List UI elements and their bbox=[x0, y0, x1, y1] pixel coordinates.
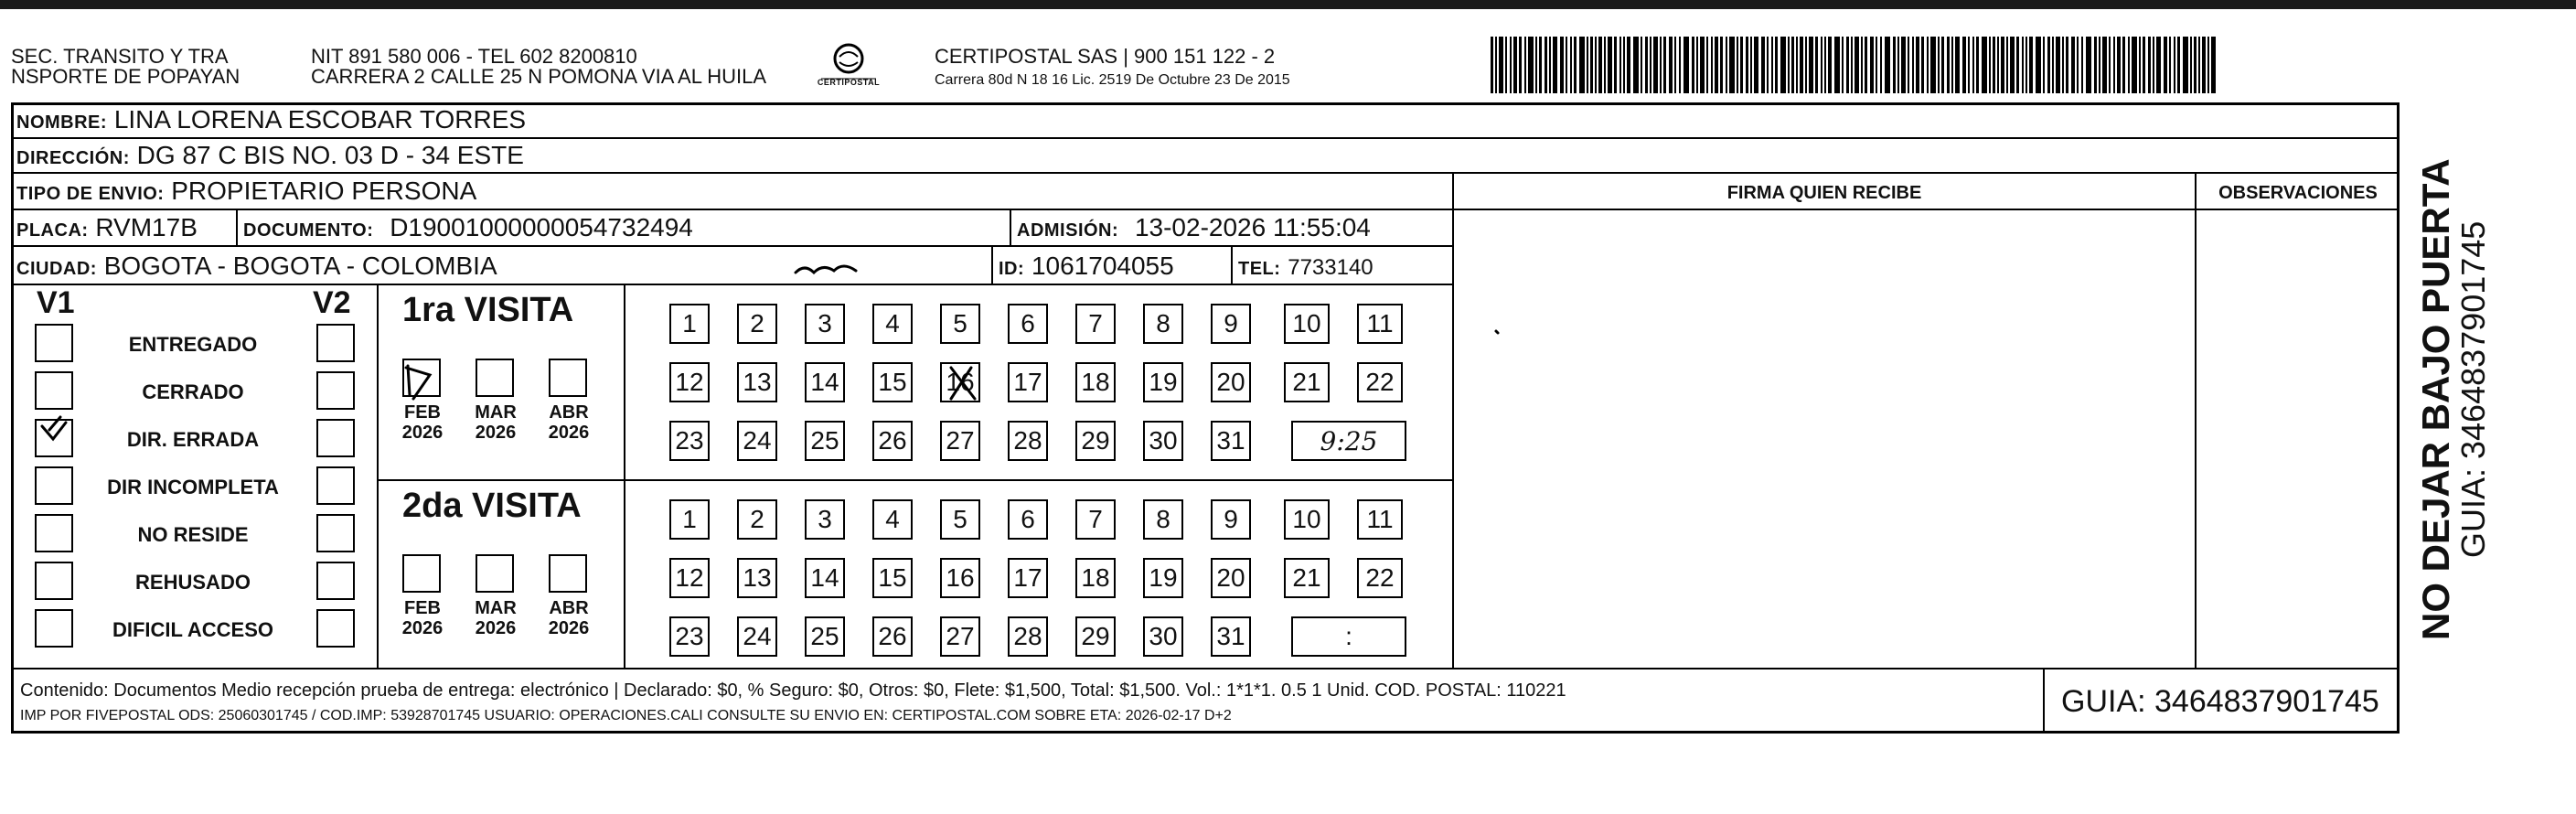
sender-line-2: NSPORTE DE POPAYAN bbox=[11, 65, 240, 88]
first-visit-day[interactable]: 16 bbox=[940, 362, 980, 402]
footer-contents: Contenido: Documentos Medio recepción prueba de entrega: electrónico | Declarado: $0, % Seguro: $0, Otros: $0, Flete: $1,500, Total: $1,500. Vol.: 1*1*1. 0.5 1 Unid. COD. POSTAL: 110221 bbox=[20, 680, 1566, 701]
first-visit-day[interactable]: 12 bbox=[669, 362, 710, 402]
tipo-envio-value: PROPIETARIO PERSONA bbox=[171, 177, 477, 205]
placa-label: PLACA: bbox=[16, 220, 89, 241]
tel-value: 7733140 bbox=[1288, 255, 1374, 280]
second-visit-day[interactable]: 3 bbox=[805, 499, 845, 540]
second-visit-day[interactable]: 7 bbox=[1075, 499, 1116, 540]
documento-label: DOCUMENTO: bbox=[243, 220, 374, 241]
status-label: NO RESIDE bbox=[137, 523, 249, 546]
month-name: MAR bbox=[475, 402, 517, 423]
status-label: REHUSADO bbox=[135, 571, 251, 594]
month-name: ABR bbox=[549, 598, 589, 618]
dot-mark bbox=[1496, 331, 1498, 333]
first-visit-day[interactable]: 25 bbox=[805, 421, 845, 461]
ciudad-label: CIUDAD: bbox=[16, 259, 97, 279]
first-visit-day[interactable]: 8 bbox=[1143, 304, 1183, 344]
month-name: FEB bbox=[404, 402, 441, 423]
second-visit-day[interactable]: 10 bbox=[1284, 499, 1330, 540]
status-label: DIR INCOMPLETA bbox=[107, 476, 279, 498]
second-visit-day[interactable]: 24 bbox=[737, 616, 777, 657]
month-year: 2026 bbox=[401, 618, 444, 638]
second-visit-day[interactable]: 27 bbox=[940, 616, 980, 657]
first-visit-day[interactable]: 18 bbox=[1075, 362, 1116, 402]
sender-line-1: SEC. TRANSITO Y TRA bbox=[11, 45, 229, 68]
first-visit-day[interactable]: 2 bbox=[737, 304, 777, 344]
feb-first-visit-mark bbox=[406, 366, 430, 399]
first-visit-day[interactable]: 13 bbox=[737, 362, 777, 402]
address-scribble bbox=[796, 266, 856, 273]
address-line: CARRERA 2 CALLE 25 N POMONA VIA AL HUILA bbox=[311, 65, 767, 88]
second-visit-day[interactable]: 19 bbox=[1143, 558, 1183, 598]
first-visit-title: 1ra VISITA bbox=[402, 291, 574, 329]
nit-line: NIT 891 580 006 - TEL 602 8200810 bbox=[311, 45, 637, 68]
first-visit-day[interactable]: 6 bbox=[1008, 304, 1048, 344]
first-visit-time-box[interactable]: 9:25 bbox=[1291, 421, 1406, 461]
tel-label: TEL: bbox=[1238, 259, 1281, 279]
status-label: DIFICIL ACCESO bbox=[112, 618, 273, 641]
first-visit-day[interactable]: 28 bbox=[1008, 421, 1048, 461]
id-value: 1061704055 bbox=[1031, 252, 1174, 280]
first-visit-day[interactable]: 24 bbox=[737, 421, 777, 461]
first-visit-day[interactable]: 4 bbox=[872, 304, 913, 344]
first-visit-day[interactable]: 5 bbox=[940, 304, 980, 344]
dir-errada-check-mark bbox=[42, 417, 66, 439]
admision-label: ADMISIÓN: bbox=[1017, 220, 1119, 241]
footer-guia: GUIA: 3464837901745 bbox=[2061, 684, 2379, 719]
direccion-label: DIRECCIÓN: bbox=[16, 148, 130, 168]
day-16-strike bbox=[951, 368, 975, 399]
second-visit-time-box[interactable]: : bbox=[1291, 616, 1406, 657]
second-visit-day[interactable]: 5 bbox=[940, 499, 980, 540]
tipo-envio-label: TIPO DE ENVIO: bbox=[16, 184, 165, 204]
second-visit-day[interactable]: 1 bbox=[669, 499, 710, 540]
first-visit-day[interactable]: 31 bbox=[1211, 421, 1251, 461]
first-visit-day[interactable]: 1 bbox=[669, 304, 710, 344]
direccion-value: DG 87 C BIS NO. 03 D - 34 ESTE bbox=[136, 141, 524, 169]
second-visit-day[interactable]: 26 bbox=[872, 616, 913, 657]
second-visit-day[interactable]: 29 bbox=[1075, 616, 1116, 657]
month-name: ABR bbox=[549, 402, 589, 423]
first-visit-day[interactable]: 14 bbox=[805, 362, 845, 402]
second-visit-day[interactable]: 20 bbox=[1211, 558, 1251, 598]
first-visit-day[interactable]: 27 bbox=[940, 421, 980, 461]
logo-text: CERTIPOSTAL bbox=[817, 78, 881, 87]
second-visit-day[interactable]: 15 bbox=[872, 558, 913, 598]
first-visit-day[interactable]: 29 bbox=[1075, 421, 1116, 461]
status-label: DIR. ERRADA bbox=[126, 428, 260, 451]
first-visit-day[interactable]: 19 bbox=[1143, 362, 1183, 402]
first-visit-day[interactable]: 15 bbox=[872, 362, 913, 402]
first-visit-day[interactable]: 26 bbox=[872, 421, 913, 461]
second-visit-day[interactable]: 14 bbox=[805, 558, 845, 598]
first-visit-day[interactable]: 7 bbox=[1075, 304, 1116, 344]
month-year: 2026 bbox=[401, 423, 444, 443]
second-visit-day[interactable]: 22 bbox=[1357, 558, 1403, 598]
status-label: CERRADO bbox=[142, 380, 244, 403]
second-visit-day[interactable]: 18 bbox=[1075, 558, 1116, 598]
month-year: 2026 bbox=[548, 423, 590, 443]
v1-label: V1 bbox=[37, 285, 75, 320]
first-visit-day[interactable]: 10 bbox=[1284, 304, 1330, 344]
second-visit-day[interactable]: 28 bbox=[1008, 616, 1048, 657]
first-visit-day[interactable]: 17 bbox=[1008, 362, 1048, 402]
admision-value: 13-02-2026 11:55:04 bbox=[1134, 213, 1371, 241]
first-visit-day[interactable]: 22 bbox=[1357, 362, 1403, 402]
second-visit-day[interactable]: 21 bbox=[1284, 558, 1330, 598]
license-line: Carrera 80d N 18 16 Lic. 2519 De Octubre 23 De 2015 bbox=[935, 72, 1290, 88]
first-visit-day[interactable]: 30 bbox=[1143, 421, 1183, 461]
nombre-value: LINA LORENA ESCOBAR TORRES bbox=[113, 105, 527, 134]
footer-print-info: IMP POR FIVEPOSTAL ODS: 25060301745 / COD.IMP: 53928701745 USUARIO: OPERACIONES.CALI CONSULTE SU ENVIO EN: CERTIPOSTAL.COM SOBRE ETA: 2026-02-17 D+2 bbox=[20, 708, 1232, 723]
placa-value: RVM17B bbox=[95, 213, 198, 241]
second-visit-day[interactable]: 12 bbox=[669, 558, 710, 598]
second-visit-day[interactable]: 8 bbox=[1143, 499, 1183, 540]
first-visit-day[interactable]: 11 bbox=[1357, 304, 1403, 344]
status-label: ENTREGADO bbox=[128, 333, 258, 356]
month-year: 2026 bbox=[475, 618, 517, 638]
observaciones-header: OBSERVACIONES bbox=[2218, 183, 2378, 203]
second-visit-day[interactable]: 6 bbox=[1008, 499, 1048, 540]
second-visit-day[interactable]: 30 bbox=[1143, 616, 1183, 657]
month-year: 2026 bbox=[548, 618, 590, 638]
ciudad-value: BOGOTA - BOGOTA - COLOMBIA bbox=[103, 252, 497, 280]
second-visit-day[interactable]: 31 bbox=[1211, 616, 1251, 657]
firma-header: FIRMA QUIEN RECIBE bbox=[1726, 183, 1922, 203]
second-visit-day[interactable]: 25 bbox=[805, 616, 845, 657]
id-label: ID: bbox=[999, 259, 1025, 279]
month-year: 2026 bbox=[475, 423, 517, 443]
first-visit-day[interactable]: 21 bbox=[1284, 362, 1330, 402]
second-visit-title: 2da VISITA bbox=[402, 487, 582, 525]
second-visit-day[interactable]: 13 bbox=[737, 558, 777, 598]
second-visit-day[interactable]: 11 bbox=[1357, 499, 1403, 540]
second-visit-day[interactable]: 16 bbox=[940, 558, 980, 598]
first-visit-day[interactable]: 20 bbox=[1211, 362, 1251, 402]
second-visit-day[interactable]: 23 bbox=[669, 616, 710, 657]
first-visit-day[interactable]: 3 bbox=[805, 304, 845, 344]
side-guia: GUIA: 3464837901745 bbox=[2454, 220, 2492, 558]
v2-label: V2 bbox=[313, 285, 351, 320]
carrier-line: CERTIPOSTAL SAS | 900 151 122 - 2 bbox=[935, 45, 1276, 68]
second-visit-day[interactable]: 4 bbox=[872, 499, 913, 540]
nombre-label: NOMBRE: bbox=[16, 112, 108, 133]
first-visit-day[interactable]: 9 bbox=[1211, 304, 1251, 344]
month-name: MAR bbox=[475, 598, 517, 618]
second-visit-day[interactable]: 17 bbox=[1008, 558, 1048, 598]
second-visit-day[interactable]: 2 bbox=[737, 499, 777, 540]
first-visit-day[interactable]: 23 bbox=[669, 421, 710, 461]
month-name: FEB bbox=[404, 598, 441, 618]
documento-value: D19001000000054732494 bbox=[390, 213, 693, 241]
side-notice: NO DEJAR BAJO PUERTA bbox=[2414, 158, 2457, 640]
second-visit-day[interactable]: 9 bbox=[1211, 499, 1251, 540]
